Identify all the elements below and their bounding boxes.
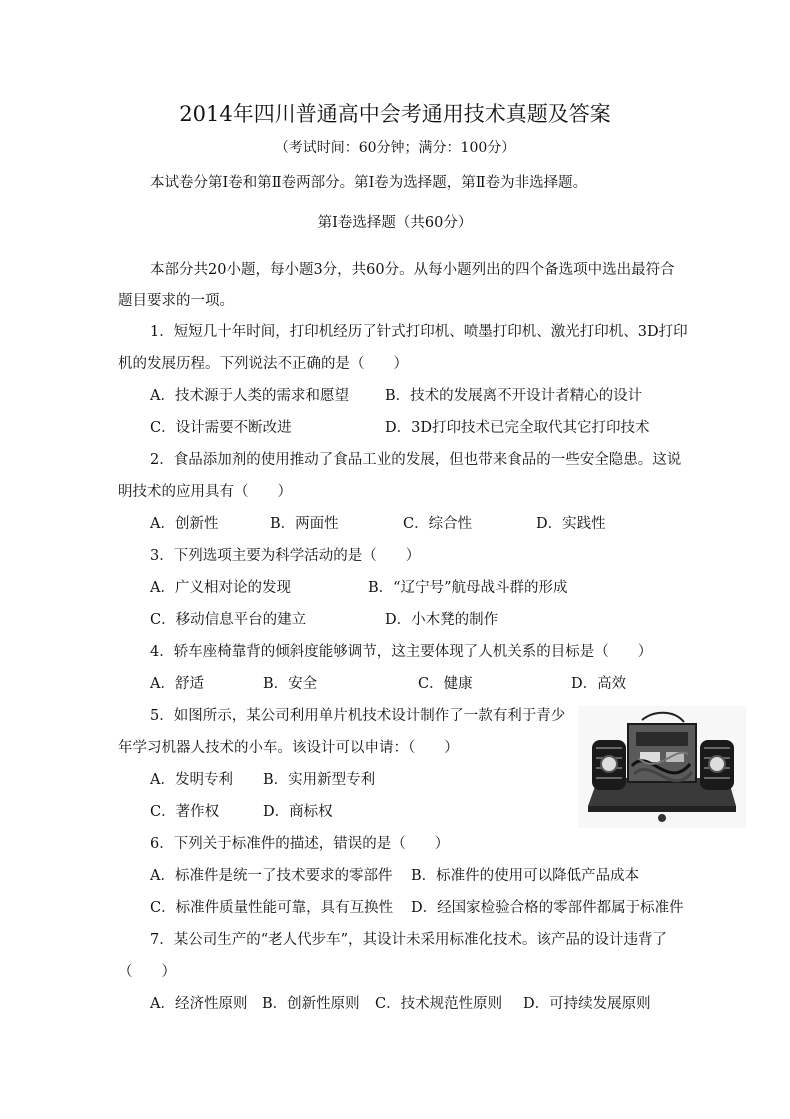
question-5-option-c: C．著作权 [150,804,220,820]
question-1-option-a: A．技术源于人类的需求和愿望 [150,388,349,404]
question-7-option-b: B．创新性原则 [262,996,360,1012]
question-3-option-b: B．“辽宁号”航母战斗群的形成 [368,580,568,596]
question-2-stem-line-2: 明技术的应用具有（ ） [118,484,292,500]
question-6-stem: 6．下列关于标准件的描述，错误的是（ ） [150,836,450,852]
question-7-option-a: A．经济性原则 [150,996,248,1012]
question-5-option-b: B．实用新型专利 [263,772,376,788]
question-6-option-c: C．标准件质量性能可靠，具有互换性 [150,900,394,916]
question-4-option-a: A．舒适 [150,676,204,692]
question-7-stem-line-1: 7．某公司生产的“老人代步车”，其设计未采用标准化技术。该产品的设计违背了 [150,932,668,948]
question-1-option-d: D．3D打印技术已完全取代其它打印技术 [385,420,650,436]
robot-car-illustration [578,706,746,828]
question-2-stem-line-1: 2．食品添加剂的使用推动了食品工业的发展，但也带来食品的一些安全隐患。这说 [150,452,682,468]
robot-car-photo [578,706,746,828]
question-1-option-c: C．设计需要不断改进 [150,420,292,436]
question-5-stem-line-2: 年学习机器人技术的小车。该设计可以申请：（ ） [118,740,459,756]
question-2-option-d: D．实践性 [536,516,606,532]
question-4-option-d: D．高效 [571,676,627,692]
question-4-option-b: B．安全 [263,676,318,692]
question-7-option-c: C．技术规范性原则 [375,996,503,1012]
question-1-option-b: B．技术的发展离不开设计者精心的设计 [385,388,643,404]
question-2-option-a: A．创新性 [150,516,219,532]
instructions-line-1: 本部分共20小题，每小题3分，共60分。从每小题列出的四个备选项中选出最符合 [150,262,675,278]
exam-intro: 本试卷分第Ⅰ卷和第Ⅱ卷两部分。第Ⅰ卷为选择题，第Ⅱ卷为非选择题。 [150,175,588,191]
section-title: 第Ⅰ卷选择题（共60分） [317,215,473,231]
question-6-option-d: D．经国家检验合格的零部件都属于标准件 [411,900,684,916]
question-3-stem: 3．下列选项主要为科学活动的是（ ） [150,548,421,564]
question-4-stem: 4．轿车座椅靠背的倾斜度能够调节，这主要体现了人机关系的目标是（ ） [150,644,653,660]
exam-title: 2014年四川普通高中会考通用技术真题及答案 [179,102,611,126]
question-1-stem-line-1: 1．短短几十年时间，打印机经历了针式打印机、喷墨打印机、激光打印机、3D打印 [150,324,688,340]
question-6-option-a: A．标准件是统一了技术要求的零部件 [150,868,393,884]
question-7-option-d: D．可持续发展原则 [523,996,651,1012]
exam-subtitle: （考试时间：60分钟；满分：100分） [274,140,516,156]
question-3-option-d: D．小木凳的制作 [385,612,499,628]
question-5-option-a: A．发明专利 [150,772,233,788]
question-2-option-c: C．综合性 [403,516,473,532]
instructions-line-2: 题目要求的一项。 [118,293,234,309]
question-3-option-a: A．广义相对论的发现 [150,580,291,596]
question-1-stem-line-2: 机的发展历程。下列说法不正确的是（ ） [118,356,408,372]
question-5-option-d: D．商标权 [263,804,333,820]
question-6-option-b: B．标准件的使用可以降低产品成本 [411,868,640,884]
question-5-stem-line-1: 5．如图所示，某公司利用单片机技术设计制作了一款有利于青少 [150,708,566,724]
question-4-option-c: C．健康 [418,676,473,692]
question-7-stem-line-2: （ ） [118,964,176,980]
question-3-option-c: C．移动信息平台的建立 [150,612,307,628]
question-2-option-b: B．两面性 [270,516,339,532]
